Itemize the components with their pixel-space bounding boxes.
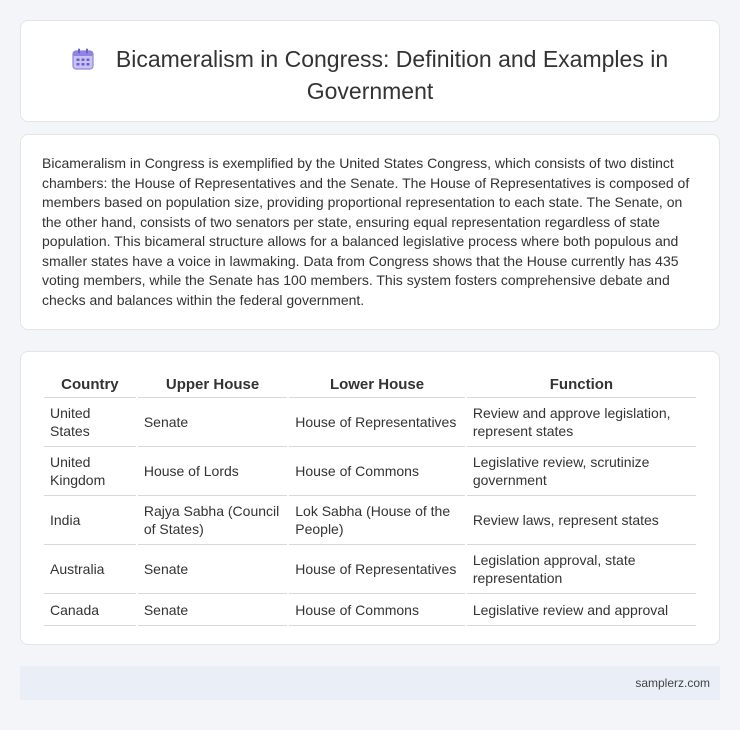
cell-lower-house: House of Representatives (289, 398, 465, 447)
page-title (21, 45, 719, 106)
cell-upper-house: Rajya Sabha (Council of States) (138, 496, 287, 545)
table-row (44, 398, 696, 447)
table-row (44, 594, 696, 626)
description-text: Bicameralism in Congress is exemplified by the United States Congress, which consists of two distinct chambers: the House of Representatives and the Senate. The House of Representatives is composed of members based on population size, providing proportional representation to each state. The Senate, on the other hand, consists of two senators per state, ensuring equal representation regardless of state population. This bicameral structure allows for a balanced legislative process where both populous and smaller states have a voice in lawmaking. Data from Congress shows that the House currently has 435 voting members, while the Senate has 100 members. This system fosters comprehensive debate and checks and balances within the federal government. (42, 155, 690, 308)
table-row (44, 545, 696, 594)
cell-lower-house: House of Commons (289, 594, 465, 626)
header-upper-house: Upper House (138, 371, 287, 398)
cell-function: Review and approve legislation, represent states (467, 398, 696, 447)
table-row (44, 496, 696, 545)
calendar-icon (72, 48, 94, 77)
cell-function: Review laws, represent states (467, 496, 696, 545)
bicameral-table (42, 371, 698, 626)
header-function: Function (467, 371, 696, 398)
table-card (20, 351, 720, 645)
cell-function: Legislative review and approval (467, 594, 696, 626)
table-row (44, 447, 696, 496)
cell-country: United States (44, 398, 136, 447)
footer-site-link[interactable]: samplerz.com (635, 676, 710, 690)
cell-lower-house: Lok Sabha (House of the People) (289, 496, 465, 545)
title-card (20, 20, 720, 122)
cell-function: Legislation approval, state representation (467, 545, 696, 594)
cell-function: Legislative review, scrutinize government (467, 447, 696, 496)
cell-lower-house: House of Commons (289, 447, 465, 496)
cell-upper-house: House of Lords (138, 447, 287, 496)
cell-upper-house: Senate (138, 594, 287, 626)
cell-lower-house: House of Representatives (289, 545, 465, 594)
cell-country: Australia (44, 545, 136, 594)
description-card (20, 134, 720, 330)
footer-bar (20, 666, 720, 700)
cell-country: Canada (44, 594, 136, 626)
cell-upper-house: Senate (138, 398, 287, 447)
header-country: Country (44, 371, 136, 398)
table-header-row (44, 371, 696, 398)
page-title-text: Bicameralism in Congress: Definition and Examples in Government (115, 46, 669, 104)
cell-upper-house: Senate (138, 545, 287, 594)
cell-country: United Kingdom (44, 447, 136, 496)
header-lower-house: Lower House (289, 371, 465, 398)
cell-country: India (44, 496, 136, 545)
